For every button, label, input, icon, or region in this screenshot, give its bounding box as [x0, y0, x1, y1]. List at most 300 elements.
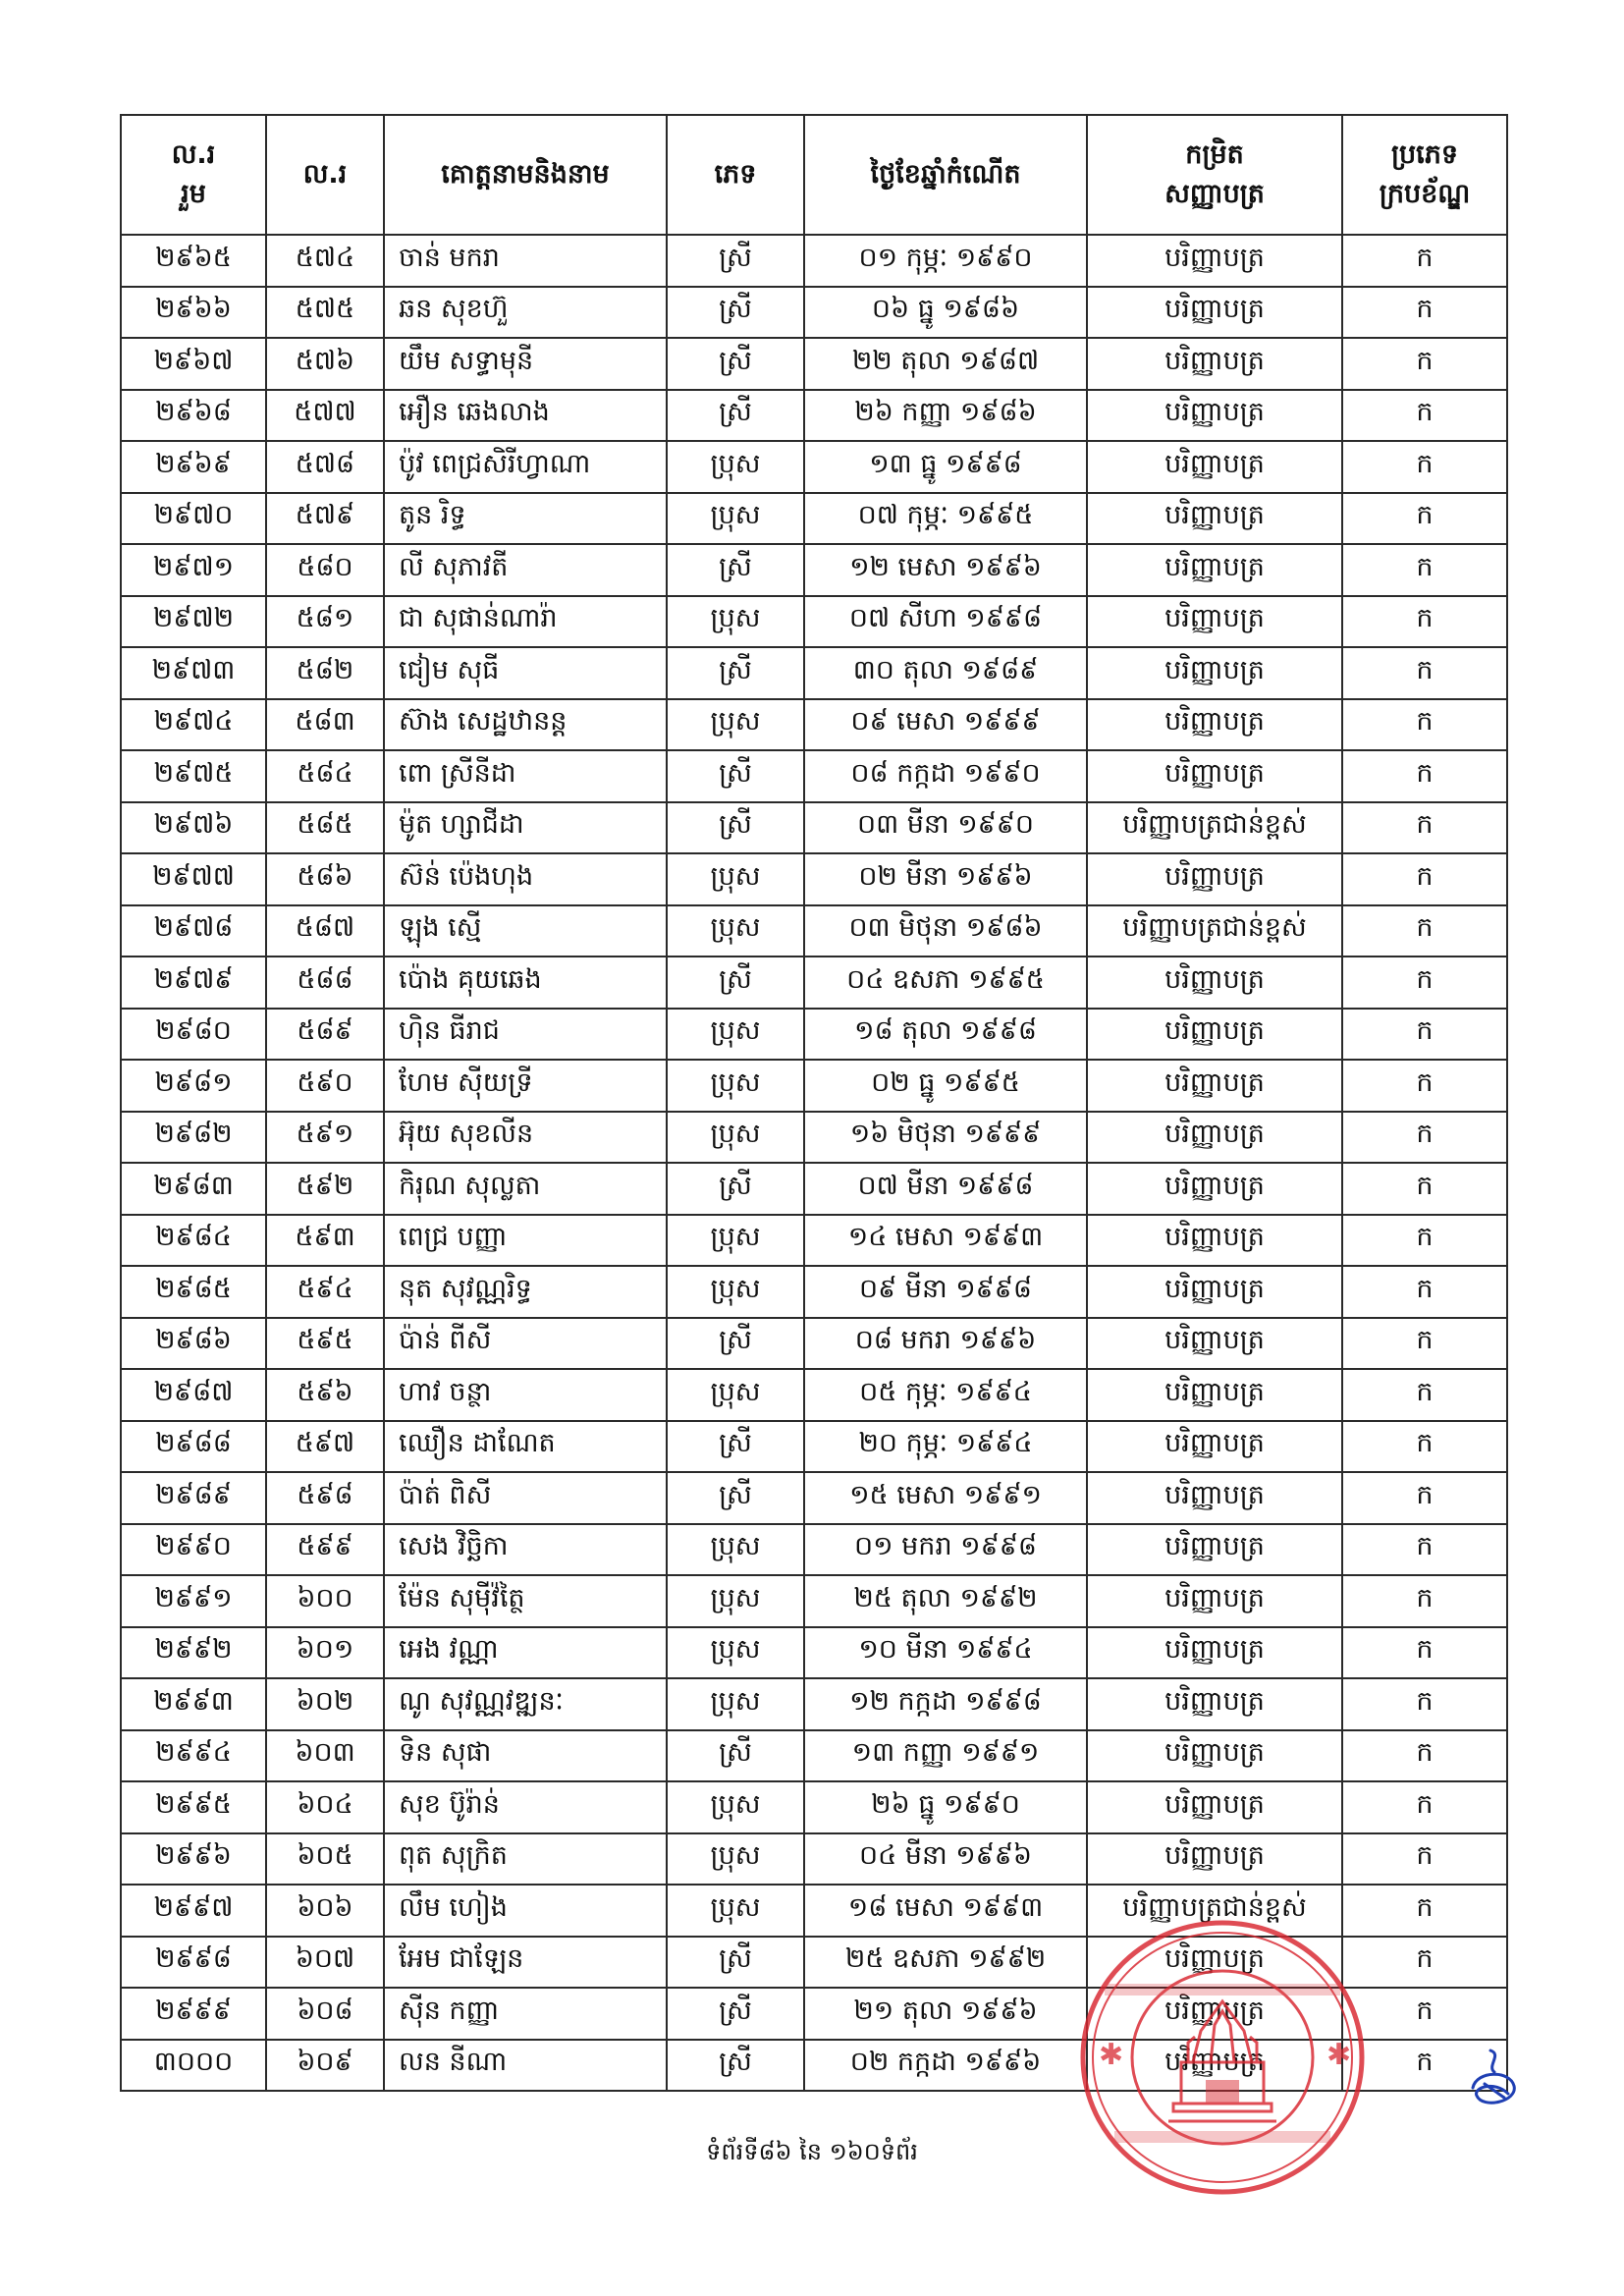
name-cell: ប៉ាត់ ពិសី [384, 1472, 667, 1524]
number-cell: ៥៧៧ [266, 390, 384, 442]
category-cell: ក [1342, 338, 1507, 390]
category-cell: ក [1342, 1112, 1507, 1164]
table-row [121, 1163, 1507, 1215]
degree-cell: បរិញ្ញាបត្រ [1087, 1215, 1342, 1267]
name-cell: ម៉ែន សុម៉ីវ៉ត្ថៃ [384, 1575, 667, 1627]
number-cell: ៥៩០ [266, 1060, 384, 1112]
category-cell: ក [1342, 1266, 1507, 1318]
name-cell: លី សុភាវតី [384, 544, 667, 596]
overall-number-cell: ២៩៦៨ [121, 390, 266, 442]
number-cell: ៥៨៤ [266, 750, 384, 802]
number-cell: ៥៩១ [266, 1112, 384, 1164]
table-row [121, 1421, 1507, 1473]
category-cell: ក [1342, 1627, 1507, 1679]
number-cell: ៦០០ [266, 1575, 384, 1627]
gender-cell: ស្រី [667, 235, 804, 287]
number-cell: ៥៩៣ [266, 1215, 384, 1267]
birth-date-cell: ០៨ កក្កដា ១៩៩០ [804, 750, 1087, 802]
name-cell: ហែម ស៊ីយទ្រី [384, 1060, 667, 1112]
degree-cell: បរិញ្ញាបត្រ [1087, 2040, 1342, 2092]
number-cell: ៥៧៥ [266, 287, 384, 339]
name-cell: តូន រិទ្ធ [384, 493, 667, 545]
category-cell: ក [1342, 1009, 1507, 1061]
table-row [121, 390, 1507, 442]
name-cell: ពុត សុក្រិត [384, 1833, 667, 1886]
name-cell: ស៊ន់ ប៉េងហុង [384, 853, 667, 905]
table-row [121, 1781, 1507, 1833]
gender-cell: ប្រុស [667, 493, 804, 545]
gender-cell: ប្រុស [667, 1885, 804, 1937]
degree-cell: បរិញ្ញាបត្រ [1087, 338, 1342, 390]
birth-date-cell: ១២ កក្កដា ១៩៩៨ [804, 1678, 1087, 1730]
degree-cell: បរិញ្ញាបត្រជាន់ខ្ពស់ [1087, 905, 1342, 957]
degree-cell: បរិញ្ញាបត្រ [1087, 1937, 1342, 1989]
number-cell: ៥៨៥ [266, 802, 384, 854]
svg-text:✱: ✱ [1099, 2038, 1124, 2072]
name-cell: ហ៊ិន ធីរាជ [384, 1009, 667, 1061]
number-cell: ៥៧៩ [266, 493, 384, 545]
degree-cell: បរិញ្ញាបត្រ [1087, 957, 1342, 1009]
degree-cell: បរិញ្ញាបត្រ [1087, 1318, 1342, 1370]
number-cell: ៦០២ [266, 1678, 384, 1730]
birth-date-cell: ០៥ កុម្ភៈ ១៩៩៤ [804, 1369, 1087, 1421]
overall-number-cell: ២៩៦៧ [121, 338, 266, 390]
gender-cell: ប្រុស [667, 853, 804, 905]
name-cell: ចាន់ មករា [384, 235, 667, 287]
name-cell: អ៊ុយ សុខលីន [384, 1112, 667, 1164]
overall-number-cell: ២៩៩៥ [121, 1781, 266, 1833]
degree-cell: បរិញ្ញាបត្រជាន់ខ្ពស់ [1087, 802, 1342, 854]
number-cell: ៦០៣ [266, 1730, 384, 1782]
gender-cell: ស្រី [667, 544, 804, 596]
number-cell: ៥៩៥ [266, 1318, 384, 1370]
gender-cell: ប្រុស [667, 699, 804, 751]
birth-date-cell: ០៤ ឧសភា ១៩៩៥ [804, 957, 1087, 1009]
category-cell: ក [1342, 1575, 1507, 1627]
number-cell: ៥៩៧ [266, 1421, 384, 1473]
table-row [121, 1988, 1507, 2040]
name-cell: នុត សុវណ្ណរិទ្ធ [384, 1266, 667, 1318]
birth-date-cell: ៣០ តុលា ១៩៨៩ [804, 647, 1087, 699]
personnel-table [120, 114, 1508, 2092]
gender-cell: ប្រុស [667, 1627, 804, 1679]
category-cell: ក [1342, 287, 1507, 339]
category-cell: ក [1342, 441, 1507, 493]
category-cell: ក [1342, 905, 1507, 957]
gender-cell: ប្រុស [667, 1678, 804, 1730]
gender-cell: ប្រុស [667, 1215, 804, 1267]
number-cell: ៥៧៤ [266, 235, 384, 287]
gender-cell: ស្រី [667, 1988, 804, 2040]
category-cell: ក [1342, 1524, 1507, 1576]
gender-cell: ស្រី [667, 2040, 804, 2092]
name-cell: ណូ សុវណ្ណវឌ្ឍនៈ [384, 1678, 667, 1730]
overall-number-cell: ២៩៧២ [121, 596, 266, 648]
overall-number-cell: ២៩៨៨ [121, 1421, 266, 1473]
overall-number-cell: ២៩៨៧ [121, 1369, 266, 1421]
birth-date-cell: ០៨ មករា ១៩៩៦ [804, 1318, 1087, 1370]
name-cell: ជា សុផាន់ណារ៉ា [384, 596, 667, 648]
table-row [121, 1937, 1507, 1989]
number-cell: ៥៨៨ [266, 957, 384, 1009]
birth-date-cell: ០៧ សីហា ១៩៩៨ [804, 596, 1087, 648]
name-cell: ឡុង ស្មើ [384, 905, 667, 957]
birth-date-cell: ១៦ មិថុនា ១៩៩៩ [804, 1112, 1087, 1164]
category-cell: ក [1342, 853, 1507, 905]
gender-cell: ប្រុស [667, 596, 804, 648]
name-cell: ពោ ស្រីនីដា [384, 750, 667, 802]
name-cell: ពេជ្រ បញ្ញា [384, 1215, 667, 1267]
birth-date-cell: ០៩ មេសា ១៩៩៩ [804, 699, 1087, 751]
gender-cell: ប្រុស [667, 1833, 804, 1886]
gender-cell: ប្រុស [667, 1060, 804, 1112]
number-cell: ៥៧៨ [266, 441, 384, 493]
overall-number-cell: ២៩៨៦ [121, 1318, 266, 1370]
name-cell: ឆន សុខហ៊ួ [384, 287, 667, 339]
category-cell: ក [1342, 1472, 1507, 1524]
svg-text:✱: ✱ [1326, 2038, 1352, 2072]
birth-date-cell: ១២ មេសា ១៩៩៦ [804, 544, 1087, 596]
number-cell: ៥៨០ [266, 544, 384, 596]
number-cell: ៥៨៧ [266, 905, 384, 957]
gender-cell: ប្រុស [667, 1369, 804, 1421]
number-cell: ៦០៦ [266, 1885, 384, 1937]
table-row [121, 905, 1507, 957]
gender-cell: ប្រុស [667, 905, 804, 957]
category-cell: ក [1342, 596, 1507, 648]
birth-date-cell: ០៦ ធ្នូ ១៩៨៦ [804, 287, 1087, 339]
name-cell: ហាវ ចន្ថា [384, 1369, 667, 1421]
gender-cell: ស្រី [667, 1937, 804, 1989]
number-cell: ៥៩៩ [266, 1524, 384, 1576]
gender-cell: ប្រុស [667, 441, 804, 493]
number-cell: ៦០៨ [266, 1988, 384, 2040]
category-cell: ក [1342, 2040, 1507, 2092]
overall-number-cell: ២៩៨០ [121, 1009, 266, 1061]
gender-cell: ស្រី [667, 1163, 804, 1215]
degree-cell: បរិញ្ញាបត្រ [1087, 1060, 1342, 1112]
table-row [121, 1369, 1507, 1421]
table-row [121, 1833, 1507, 1886]
overall-number-cell: ២៩៩១ [121, 1575, 266, 1627]
overall-number-cell: ២៩៨២ [121, 1112, 266, 1164]
number-cell: ៥៨២ [266, 647, 384, 699]
page-number: ទំព័រទី៨៦ នៃ ១៦០ទំព័រ [706, 2138, 918, 2165]
degree-cell: បរិញ្ញាបត្រ [1087, 1575, 1342, 1627]
birth-date-cell: ២១ តុលា ១៩៩៦ [804, 1988, 1087, 2040]
category-cell: ក [1342, 1318, 1507, 1370]
category-cell: ក [1342, 1421, 1507, 1473]
table-row [121, 750, 1507, 802]
overall-number-cell: ២៩៧៩ [121, 957, 266, 1009]
degree-cell: បរិញ្ញាបត្រ [1087, 699, 1342, 751]
degree-cell: បរិញ្ញាបត្រ [1087, 1421, 1342, 1473]
overall-number-cell: ២៩៨១ [121, 1060, 266, 1112]
table-row [121, 1266, 1507, 1318]
category-cell: ក [1342, 235, 1507, 287]
number-cell: ៥៩៦ [266, 1369, 384, 1421]
name-cell: ឈឿន ដាណែត [384, 1421, 667, 1473]
birth-date-cell: ០៧ មីនា ១៩៩៨ [804, 1163, 1087, 1215]
name-cell: អែម ជាឡែន [384, 1937, 667, 1989]
header-cell: គោត្តនាមនិងនាម [384, 115, 667, 235]
degree-cell: បរិញ្ញាបត្រ [1087, 1112, 1342, 1164]
number-cell: ៦០៩ [266, 2040, 384, 2092]
birth-date-cell: ២០ កុម្ភៈ ១៩៩៤ [804, 1421, 1087, 1473]
degree-cell: បរិញ្ញាបត្រ [1087, 544, 1342, 596]
overall-number-cell: ២៩៦៩ [121, 441, 266, 493]
overall-number-cell: ២៩៧០ [121, 493, 266, 545]
degree-cell: បរិញ្ញាបត្រ [1087, 287, 1342, 339]
category-cell: ក [1342, 1885, 1507, 1937]
birth-date-cell: ២២ តុលា ១៩៨៧ [804, 338, 1087, 390]
overall-number-cell: ២៩៨៣ [121, 1163, 266, 1215]
table-row [121, 1009, 1507, 1061]
degree-cell: បរិញ្ញាបត្រ [1087, 390, 1342, 442]
header-cell: ល.រ [266, 115, 384, 235]
overall-number-cell: ២៩៧៤ [121, 699, 266, 751]
name-cell: ប៉ូវ ពេជ្រសិរីហ្វាណា [384, 441, 667, 493]
birth-date-cell: ១៨ តុលា ១៩៩៨ [804, 1009, 1087, 1061]
degree-cell: បរិញ្ញាបត្រ [1087, 235, 1342, 287]
overall-number-cell: ២៩៧៨ [121, 905, 266, 957]
category-cell: ក [1342, 750, 1507, 802]
name-cell: អឿន ឆេងលាង [384, 390, 667, 442]
birth-date-cell: ១៤ មេសា ១៩៩៣ [804, 1215, 1087, 1267]
number-cell: ៥៨១ [266, 596, 384, 648]
table-row [121, 287, 1507, 339]
overall-number-cell: ២៩៨៩ [121, 1472, 266, 1524]
table-row [121, 596, 1507, 648]
category-cell: ក [1342, 1678, 1507, 1730]
degree-cell: បរិញ្ញាបត្រ [1087, 441, 1342, 493]
table-row [121, 1060, 1507, 1112]
overall-number-cell: ២៩៨៤ [121, 1215, 266, 1267]
degree-cell: បរិញ្ញាបត្រ [1087, 1730, 1342, 1782]
birth-date-cell: ១៣ កញ្ញា ១៩៩១ [804, 1730, 1087, 1782]
birth-date-cell: ០៩ មីនា ១៩៩៨ [804, 1266, 1087, 1318]
degree-cell: បរិញ្ញាបត្រ [1087, 1266, 1342, 1318]
header-cell: ភេទ [667, 115, 804, 235]
birth-date-cell: ១៨ មេសា ១៩៩៣ [804, 1885, 1087, 1937]
overall-number-cell: ២៩៩០ [121, 1524, 266, 1576]
table-row [121, 1215, 1507, 1267]
gender-cell: ស្រី [667, 957, 804, 1009]
table-row [121, 235, 1507, 287]
gender-cell: ស្រី [667, 750, 804, 802]
header-cell: ប្រភេទ ក្របខ័ណ្ឌ [1342, 115, 1507, 235]
number-cell: ៥៧៦ [266, 338, 384, 390]
birth-date-cell: ០៣ មិថុនា ១៩៨៦ [804, 905, 1087, 957]
gender-cell: ស្រី [667, 338, 804, 390]
birth-date-cell: ២៦ ធ្នូ ១៩៩០ [804, 1781, 1087, 1833]
number-cell: ៥៨៦ [266, 853, 384, 905]
table-row [121, 647, 1507, 699]
degree-cell: បរិញ្ញាបត្រ [1087, 1163, 1342, 1215]
degree-cell: បរិញ្ញាបត្រ [1087, 1833, 1342, 1886]
degree-cell: បរិញ្ញាបត្រ [1087, 1369, 1342, 1421]
name-cell: ម៉ូត ហ្សាជីដា [384, 802, 667, 854]
birth-date-cell: ០២ កក្កដា ១៩៩៦ [804, 2040, 1087, 2092]
overall-number-cell: ២៩៧៣ [121, 647, 266, 699]
gender-cell: ស្រី [667, 1472, 804, 1524]
gender-cell: ស្រី [667, 1730, 804, 1782]
name-cell: ប៉ាន់ ពីសី [384, 1318, 667, 1370]
table-row [121, 493, 1507, 545]
number-cell: ៥៨៣ [266, 699, 384, 751]
header-cell: កម្រិត សញ្ញាបត្រ [1087, 115, 1342, 235]
table-row [121, 441, 1507, 493]
table-row [121, 1524, 1507, 1576]
table-row [121, 2040, 1507, 2092]
overall-number-cell: ២៩៩៣ [121, 1678, 266, 1730]
gender-cell: ស្រី [667, 1318, 804, 1370]
birth-date-cell: ២៥ ឧសភា ១៩៩២ [804, 1937, 1087, 1989]
gender-cell: ប្រុស [667, 1524, 804, 1576]
name-cell: ស៊ីន កញ្ញា [384, 1988, 667, 2040]
category-cell: ក [1342, 544, 1507, 596]
category-cell: ក [1342, 493, 1507, 545]
category-cell: ក [1342, 1163, 1507, 1215]
gender-cell: ស្រី [667, 802, 804, 854]
birth-date-cell: ១៥ មេសា ១៩៩១ [804, 1472, 1087, 1524]
birth-date-cell: ១៣ ធ្នូ ១៩៩៨ [804, 441, 1087, 493]
name-cell: ទិន សុផា [384, 1730, 667, 1782]
birth-date-cell: ០៧ កុម្ភៈ ១៩៩៥ [804, 493, 1087, 545]
overall-number-cell: ២៩៧៧ [121, 853, 266, 905]
table-row [121, 1575, 1507, 1627]
gender-cell: ស្រី [667, 287, 804, 339]
number-cell: ៥៨៩ [266, 1009, 384, 1061]
name-cell: ស៊ាង សេដ្ឋឋានន្ត [384, 699, 667, 751]
number-cell: ៥៩៨ [266, 1472, 384, 1524]
table-row [121, 1885, 1507, 1937]
category-cell: ក [1342, 1988, 1507, 2040]
degree-cell: បរិញ្ញាបត្រ [1087, 1524, 1342, 1576]
degree-cell: បរិញ្ញាបត្រ [1087, 1472, 1342, 1524]
gender-cell: ស្រី [667, 390, 804, 442]
birth-date-cell: ០១ មករា ១៩៩៨ [804, 1524, 1087, 1576]
category-cell: ក [1342, 1369, 1507, 1421]
birth-date-cell: ២៥ តុលា ១៩៩២ [804, 1575, 1087, 1627]
table-row [121, 1627, 1507, 1679]
name-cell: អេង វណ្ណា [384, 1627, 667, 1679]
number-cell: ៦០១ [266, 1627, 384, 1679]
overall-number-cell: ២៩៦៦ [121, 287, 266, 339]
name-cell: កិរុណ សុល្លតា [384, 1163, 667, 1215]
name-cell: លន នីណា [384, 2040, 667, 2092]
table-header-row [121, 115, 1507, 235]
table-row [121, 544, 1507, 596]
name-cell: សុខ ប៊ូរ៉ាន់ [384, 1781, 667, 1833]
overall-number-cell: ២៩៧៦ [121, 802, 266, 854]
header-cell: ថ្ងៃខែឆ្នាំកំណើត [804, 115, 1087, 235]
gender-cell: ប្រុស [667, 1781, 804, 1833]
overall-number-cell: ២៩៩២ [121, 1627, 266, 1679]
category-cell: ក [1342, 390, 1507, 442]
degree-cell: បរិញ្ញាបត្រ [1087, 493, 1342, 545]
degree-cell: បរិញ្ញាបត្រ [1087, 750, 1342, 802]
table-row [121, 853, 1507, 905]
category-cell: ក [1342, 1937, 1507, 1989]
overall-number-cell: ២៩៩៧ [121, 1885, 266, 1937]
overall-number-cell: ២៩៩៤ [121, 1730, 266, 1782]
degree-cell: បរិញ្ញាបត្រ [1087, 647, 1342, 699]
table-row [121, 1730, 1507, 1782]
birth-date-cell: ២៦ កញ្ញា ១៩៨៦ [804, 390, 1087, 442]
degree-cell: បរិញ្ញាបត្រ [1087, 596, 1342, 648]
birth-date-cell: ១០ មីនា ១៩៩៤ [804, 1627, 1087, 1679]
category-cell: ក [1342, 647, 1507, 699]
name-cell: លឹម ហៀង [384, 1885, 667, 1937]
number-cell: ៥៩៤ [266, 1266, 384, 1318]
table-row [121, 1472, 1507, 1524]
number-cell: ៦០៧ [266, 1937, 384, 1989]
table-row [121, 957, 1507, 1009]
category-cell: ក [1342, 1060, 1507, 1112]
gender-cell: ស្រី [667, 647, 804, 699]
category-cell: ក [1342, 802, 1507, 854]
gender-cell: ប្រុស [667, 1266, 804, 1318]
number-cell: ៦០៥ [266, 1833, 384, 1886]
birth-date-cell: ០៤ មីនា ១៩៩៦ [804, 1833, 1087, 1886]
table-row [121, 802, 1507, 854]
birth-date-cell: ០២ មីនា ១៩៩៦ [804, 853, 1087, 905]
table-row [121, 699, 1507, 751]
degree-cell: បរិញ្ញាបត្រ [1087, 853, 1342, 905]
overall-number-cell: ២៩៨៥ [121, 1266, 266, 1318]
table-row [121, 1678, 1507, 1730]
number-cell: ៦០៤ [266, 1781, 384, 1833]
category-cell: ក [1342, 699, 1507, 751]
category-cell: ក [1342, 1833, 1507, 1886]
header-cell: ល.រ រួម [121, 115, 266, 235]
name-cell: យឹម សទ្ធាមុនី [384, 338, 667, 390]
overall-number-cell: ២៩៩៦ [121, 1833, 266, 1886]
table-row [121, 1318, 1507, 1370]
birth-date-cell: ០១ កុម្ភៈ ១៩៩០ [804, 235, 1087, 287]
degree-cell: បរិញ្ញាបត្រ [1087, 1627, 1342, 1679]
degree-cell: បរិញ្ញាបត្រ [1087, 1781, 1342, 1833]
degree-cell: បរិញ្ញាបត្រ [1087, 1009, 1342, 1061]
degree-cell: បរិញ្ញាបត្រ [1087, 1678, 1342, 1730]
overall-number-cell: ២៩៩៨ [121, 1937, 266, 1989]
degree-cell: បរិញ្ញាបត្រ [1087, 1988, 1342, 2040]
name-cell: ប៉ោង គុយឆេង [384, 957, 667, 1009]
category-cell: ក [1342, 1215, 1507, 1267]
degree-cell: បរិញ្ញាបត្រជាន់ខ្ពស់ [1087, 1885, 1342, 1937]
number-cell: ៥៩២ [266, 1163, 384, 1215]
gender-cell: ប្រុស [667, 1112, 804, 1164]
name-cell: ជៀម សុធី [384, 647, 667, 699]
table-row [121, 338, 1507, 390]
gender-cell: ស្រី [667, 1421, 804, 1473]
gender-cell: ប្រុស [667, 1575, 804, 1627]
category-cell: ក [1342, 957, 1507, 1009]
category-cell: ក [1342, 1730, 1507, 1782]
name-cell: សេង វិច្ឆិកា [384, 1524, 667, 1576]
overall-number-cell: ២៩៦៥ [121, 235, 266, 287]
overall-number-cell: ២៩៩៩ [121, 1988, 266, 2040]
category-cell: ក [1342, 1781, 1507, 1833]
overall-number-cell: ២៩៧៥ [121, 750, 266, 802]
overall-number-cell: ៣០០០ [121, 2040, 266, 2092]
birth-date-cell: ០២ ធ្នូ ១៩៩៥ [804, 1060, 1087, 1112]
table-row [121, 1112, 1507, 1164]
birth-date-cell: ០៣ មីនា ១៩៩០ [804, 802, 1087, 854]
gender-cell: ប្រុស [667, 1009, 804, 1061]
overall-number-cell: ២៩៧១ [121, 544, 266, 596]
